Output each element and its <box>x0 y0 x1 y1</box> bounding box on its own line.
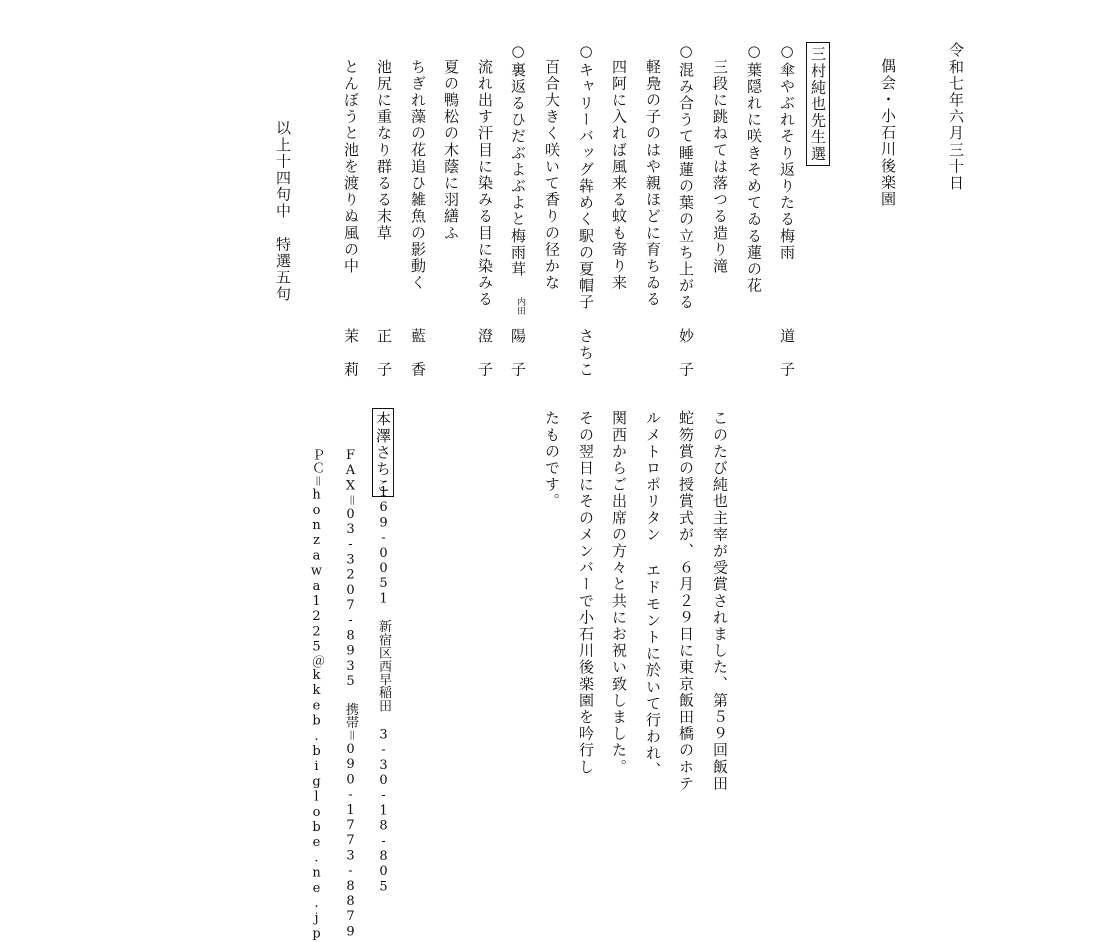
contact-fax-phone: FAX＝03-3207-8935 携帯＝090-1773-8879 <box>343 448 358 940</box>
haiku-author: 茉 莉 <box>342 328 360 378</box>
haiku-line: 三段に跳ねては落つる造り滝 <box>711 42 729 275</box>
contact-email: ＰＣ＝honzawa1225＠kkeb.biglobe.ne.jp <box>309 448 324 942</box>
haiku-author: さちこ <box>577 328 595 378</box>
selection-title <box>810 42 825 166</box>
contact-name-box: 本澤さちこ <box>372 408 394 497</box>
haiku-line: とんぼうと池を渡りぬ風の中 <box>342 42 360 275</box>
haiku-line: ○裏返るひだぶよぶよと梅雨茸 <box>509 42 527 278</box>
haiku-line: 池尻に重なり群るる末草 <box>375 42 393 242</box>
haiku-line: 軽鳧の子のはや親ほどに育ちゐる <box>644 42 662 308</box>
haiku-author: 澄 子 <box>476 328 494 378</box>
haiku-line: ○混み合うて睡蓮の葉の立ち上がる <box>677 42 695 311</box>
haiku-line: 百合大きく咲いて香りの径かな <box>543 42 561 291</box>
haiku-author: 妙 子 <box>677 328 695 378</box>
notice-line: ルメトロポリタン エドモントに於いて行われ、 <box>644 410 662 779</box>
haiku-line: 流れ出す汗目に染みる目に染みる <box>476 42 494 308</box>
haiku-line: ○葉隠れに咲きそめてゐる蓮の花 <box>745 42 763 294</box>
notice-line: 関西からご出席の方々と共にお祝い致しました。 <box>610 410 628 776</box>
haiku-author: 正 子 <box>375 328 393 378</box>
author-ruby: 内田 <box>515 297 525 315</box>
haiku-author: 陽 子 <box>509 328 527 378</box>
haiku-line: ○キャリーバッグ犇めく駅の夏帽子 <box>577 42 595 311</box>
notice-line: 蛇笏賞の授賞式が、６月２９日に東京飯田橋のホテ <box>677 410 695 792</box>
notice-line: その翌日にそのメンバーで小石川後楽園を吟行し <box>577 410 595 776</box>
haiku-author: 藍 香 <box>409 328 427 378</box>
notice-line: このたび純也主宰が受賞されました、第５９回飯田 <box>711 410 729 792</box>
venue-heading: 偶会・小石川後楽園 <box>879 58 897 208</box>
haiku-line: ○傘やぶれそり返りたる梅雨 <box>778 42 796 261</box>
selection-summary: 以上十四句中 特選五句 <box>274 120 292 303</box>
haiku-line: 夏の鴨松の木蔭に羽繕ふ <box>442 42 460 242</box>
haiku-line: ちぎれ藻の花追ひ雑魚の影動く <box>409 42 427 291</box>
contact-name <box>375 408 390 497</box>
contact-address: 169-0051 新宿区西早稲田 3-30-18-805 <box>376 485 391 895</box>
notice-line: たものです。 <box>543 410 561 510</box>
selection-title-box: 三村純也先生選 <box>806 42 830 166</box>
date-heading: 令和七年六月三十日 <box>947 42 965 192</box>
haiku-author: 道 子 <box>778 328 796 378</box>
haiku-line: 四阿に入れば風来る蚊も寄り来 <box>610 42 628 291</box>
